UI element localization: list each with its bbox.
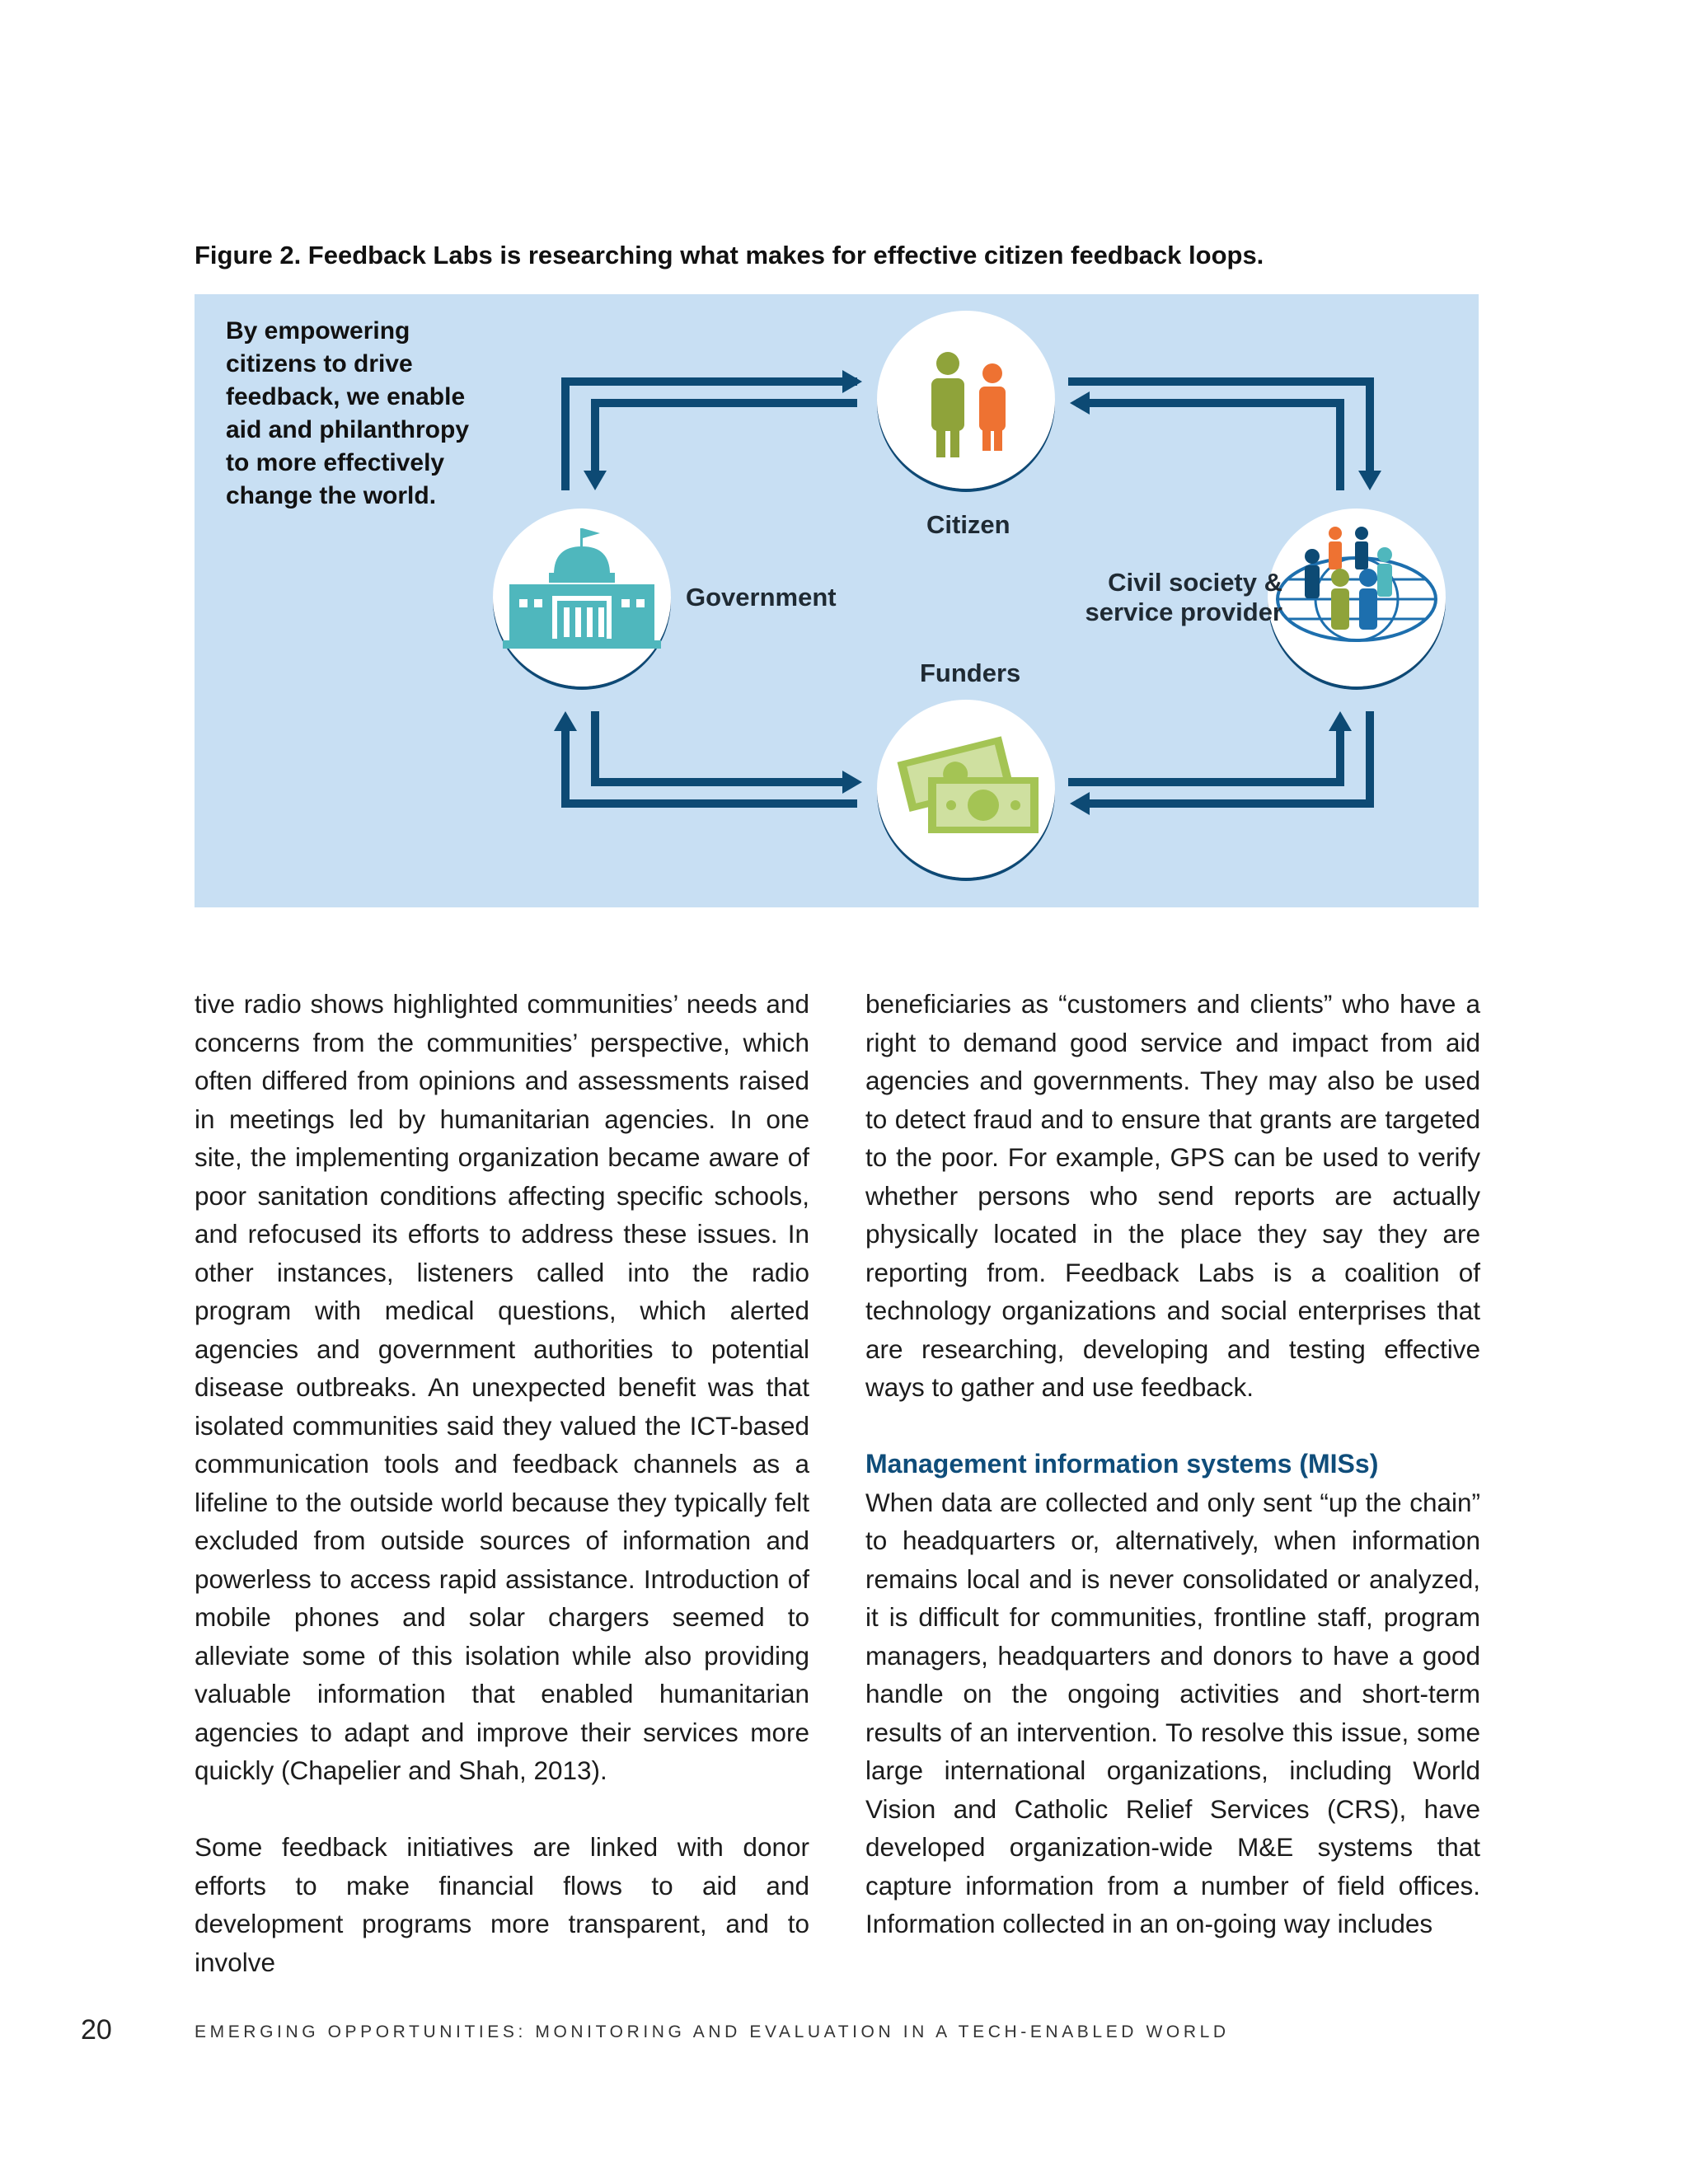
arrowhead-down-top-right xyxy=(1358,471,1381,490)
arrowhead-left-top-right xyxy=(1070,391,1090,415)
arrow-funders-to-government xyxy=(565,723,857,804)
arrowhead-left-bottom-right xyxy=(1070,792,1090,815)
left-paragraph-2: Some feedback initiatives are linked with donor efforts to make financial flows to aid and development programs more transparent, and to involve xyxy=(195,1832,809,1977)
running-footer-title: EMERGING OPPORTUNITIES: MONITORING AND EVALUATION IN A TECH-ENABLED WORLD xyxy=(195,2022,1230,2041)
arrow-civil-to-funders xyxy=(1076,711,1370,804)
left-paragraph-1: tive radio shows highlighted communities’ needs and concerns from the communities’ perspective, which often differed from opinions and assessments raised in meetings led by humanitarian agencies. In one site, the implementing organization became aware of poor sanitation conditions affecting specific schools, and refocused its efforts to address these issues. In other instances, listeners called into the radio program with medical questions, which alerted agencies and government authorities to potential disease outbreaks. An unexpected benefit was that isolated communities said they valued the ICT-based communication tools and feedback channels as a lifeline to the outside world because they typically felt excluded from outside sources of information and powerless to access rapid assistance. Introduction of mobile phones and solar chargers seemed to alleviate some of this isolation while also providing valuable information that enabled humanitarian agencies to adapt and improve their services more quickly (Chapelier and Shah, 2013). xyxy=(195,989,809,1785)
civil-society-label: Civil society & service provider xyxy=(1085,568,1282,626)
arrow-government-to-citizen xyxy=(565,382,857,490)
left-text-column xyxy=(195,985,809,1981)
figure-caption: Figure 2. Feedback Labs is researching what makes for effective citizen feedback loops. xyxy=(195,241,1264,269)
arrowhead-up-bottom-left xyxy=(554,711,577,731)
right-paragraph-2: When data are collected and only sent “up the chain” to headquarters or, alternatively, when information remains local and is never consolidated or analyzed, it is difficult for communities, frontline staff, program managers, headquarters and donors to have a good handle on the ongoing activities and short-term results of an intervention. To resolve this issue, some large international organizations, including World Vision and Catholic Relief Services (CRS), have developed organization-wide M&E systems that capture information from a number of field offices. Information collected in an on-going way includes xyxy=(865,1487,1480,1938)
right-text-column xyxy=(865,985,1480,1943)
arrow-citizen-to-government xyxy=(595,403,857,480)
funders-node xyxy=(877,700,1055,878)
citizen-label: Citizen xyxy=(926,510,1010,539)
citizen-node xyxy=(877,311,1055,489)
government-label: Government xyxy=(686,583,837,612)
funders-label: Funders xyxy=(920,658,1021,687)
arrowhead-right-top-left xyxy=(842,370,862,393)
arrow-civil-to-citizen xyxy=(1076,403,1340,490)
arrow-government-to-funders xyxy=(595,711,854,782)
arrow-citizen-to-civil xyxy=(1068,382,1370,480)
government-node xyxy=(493,509,671,687)
arrowhead-right-bottom-left xyxy=(842,771,862,794)
feedback-loop-figure xyxy=(195,294,1479,907)
arrowhead-down-top-left xyxy=(584,471,607,490)
civil-society-node xyxy=(1268,509,1446,687)
page-number: 20 xyxy=(81,2014,112,2046)
right-paragraph-1: beneficiaries as “customers and clients” who have a right to demand good service and impact from aid agencies and governments. They may also be used to detect fraud and to ensure that grants are targeted to the poor. For example, GPS can be used to verify whether persons who send reports are actually physically located in the place they say they are reporting from. Feedback Labs is a coalition of technology organizations and social enterprises that are researching, developing and testing effective ways to gather and use feedback. xyxy=(865,989,1480,1402)
section-heading-mis: Management information systems (MISs) xyxy=(865,1449,1379,1479)
figure-panel-note: By empowering citizens to drive feedback, we enable aid and philanthropy to more effectively change the world. xyxy=(226,317,470,509)
arrow-funders-to-civil xyxy=(1068,723,1340,782)
arrowhead-up-bottom-right xyxy=(1329,711,1352,731)
